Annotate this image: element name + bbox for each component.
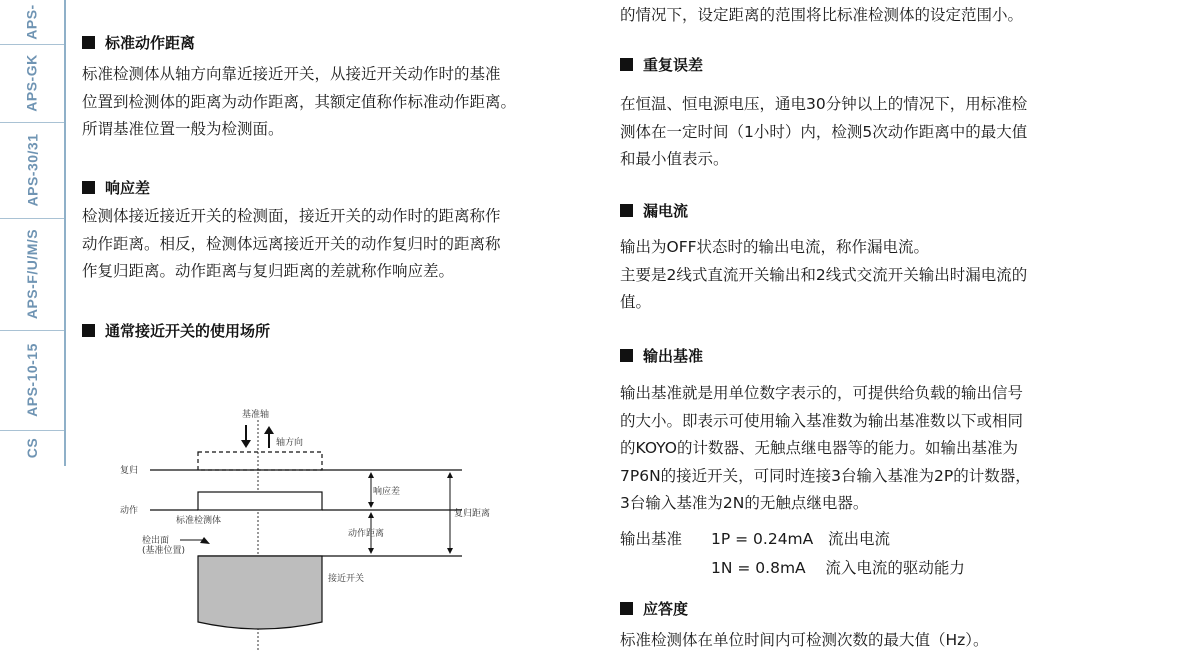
label-action-distance: 动作距离 xyxy=(348,529,385,539)
product-tab-strip xyxy=(0,0,66,466)
bullet-square-icon xyxy=(82,324,95,337)
down-arrow-head-icon xyxy=(241,440,251,448)
label-action: 动作 xyxy=(120,506,139,516)
output-standard-label: 输出基准 xyxy=(620,530,683,548)
bullet-square-icon xyxy=(620,204,633,217)
section-title-output-standard: 输出基准 xyxy=(620,345,703,366)
bullet-square-icon xyxy=(82,181,95,194)
distance-diagram xyxy=(110,400,530,652)
section-body-output-standard: 输出基准就是用单位数字表示的，可提供给负载的输出信号 的大小。即表示可使用输入基准数为输出基准数以下或相同 的KOYO的计数器、无触点继电器等的能力。如输出基准为 7P6N的接近开关，可同时连接3台输入基准为2P的计数器， 3台输入基准为2N的无触点继电器。 xyxy=(620,384,1031,512)
section-title-standard-distance: 标准动作距离 xyxy=(82,32,195,53)
bullet-square-icon xyxy=(620,58,633,71)
label-axis-direction: 轴方向 xyxy=(276,438,304,448)
output-standard-row-2: 1N = 0.8mA 流入电流的驱动能力 xyxy=(711,559,965,577)
tab-aps[interactable]: APS- xyxy=(0,0,64,45)
label-response-diff: 响应差 xyxy=(373,487,401,497)
label-base-position: (基准位置) xyxy=(142,546,186,556)
label-reset-distance: 复归距离 xyxy=(454,509,491,519)
section-title-repeat-error: 重复误差 xyxy=(620,54,703,75)
tab-cs[interactable]: CS xyxy=(23,437,40,459)
label-base-axis: 基准轴 xyxy=(242,410,270,420)
section-title-response-freq: 应答度 xyxy=(620,598,688,619)
right-top-line: 的情况下，设定距离的范围将比标准检测体的设定范围小。 xyxy=(620,6,1024,24)
proximity-switch-body xyxy=(198,556,322,629)
tab-aps-30-31[interactable]: APS-30/31 xyxy=(0,122,64,219)
up-arrow-head-icon xyxy=(264,426,274,434)
output-standard-row-1: 1P = 0.24mA 流出电流 xyxy=(711,530,891,548)
label-standard-object: 标准检测体 xyxy=(176,516,222,526)
standard-object-rect xyxy=(198,492,322,510)
section-title-usage: 通常接近开关的使用场所 xyxy=(82,320,270,341)
section-body-repeat-error: 在恒温、恒电源电压，通电30分钟以上的情况下，用标准检 测体在一定时间（1小时）内，检测5次动作距离中的最大值 和最小值表示。 xyxy=(620,95,1028,168)
bullet-square-icon xyxy=(620,349,633,362)
tab-aps-gk[interactable]: APS-GK xyxy=(0,44,64,123)
section-body-standard-distance: 标准检测体从轴方向靠近接近开关，从接近开关动作时的基准 位置到检测体的距离为动作距离，其额定值称作标准动作距离。 所谓基准位置一般为检测面。 xyxy=(82,65,517,138)
tab-aps-10-15[interactable]: APS-10-15 xyxy=(0,330,64,431)
reset-position-object xyxy=(198,452,322,470)
tab-aps-fums[interactable]: APS-F/U/M/S xyxy=(0,218,64,331)
section-title-response-diff: 响应差 xyxy=(82,177,150,198)
section-body-response-diff: 检测体接近接近开关的检测面，接近开关的动作时的距离称作 动作距离。相反，检测体远离接近开关的动作复归时的距离称 作复归距离。动作距离与复归距离的差就称作响应差。 xyxy=(82,207,501,280)
section-title-leak-current: 漏电流 xyxy=(620,200,688,221)
tab-strip-edge xyxy=(64,0,66,466)
section-body-leak-current: 输出为OFF状态时的输出电流，称作漏电流。 主要是2线式直流开关输出和2线式交流开关输出时漏电流的 值。 xyxy=(620,238,1028,311)
label-reset: 复归 xyxy=(120,466,139,476)
label-proximity-switch: 接近开关 xyxy=(328,574,365,584)
section-body-response-freq: 标准检测体在单位时间内可检测次数的最大值（Hz）。 xyxy=(620,631,989,649)
bullet-square-icon xyxy=(82,36,95,49)
label-detect-face: 检出面 xyxy=(142,536,170,546)
bullet-square-icon xyxy=(620,602,633,615)
